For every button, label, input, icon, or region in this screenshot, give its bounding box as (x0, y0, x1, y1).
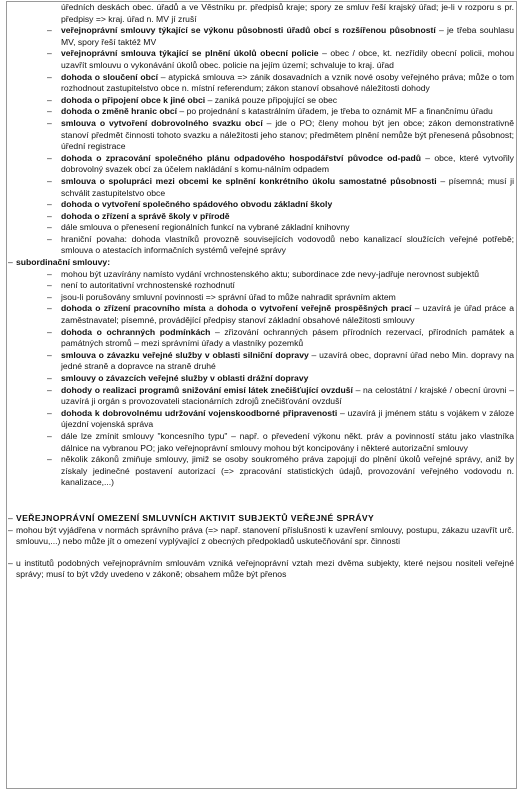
list-item (8, 211, 514, 223)
bullet-dash: – (47, 152, 52, 163)
item-term: dohody o realizaci programů snižování emisí látek znečišťující ovzduší (61, 384, 353, 395)
list-item (8, 48, 514, 71)
item-text: – zřizování ochranných pásem přírodních rezervací, přírodních památek a památných stromů – mezi správními úřady a vlastníky pozemků (61, 326, 514, 349)
item-term: smlouvy o závazcích veřejné služby v oblasti drážní dopravy (61, 373, 309, 383)
item-text: – obce, které vytvořily dobrovolný svazek obcí za účelem nakládání s komu-nálním odpadem (61, 152, 514, 175)
bullet-dash: – (47, 25, 52, 36)
bullet-dash: – (47, 71, 52, 82)
bullet-dash: – (47, 291, 52, 302)
list-item (8, 454, 514, 489)
bullet-dash: – (47, 210, 52, 221)
bullet-dash: – (47, 326, 52, 337)
section-item (8, 525, 514, 548)
list-item (8, 106, 514, 118)
item-term: smlouva o vytvoření dobrovolného svazku obcí (61, 117, 263, 128)
list-item (8, 234, 514, 257)
bullet-dash: – (47, 117, 52, 128)
item-text: mohou být uzavírány namísto vydání vrchnostenského aktu; subordinace zde nevy-jadřuje nerovnost subjektů (61, 268, 479, 279)
bullet-dash: – (47, 233, 52, 244)
list-item (8, 222, 514, 234)
item-text: hraniční povaha: dohoda vlastníků provozně souvisejících vodovodů nebo kanalizací sloužících veřejné potřebě; smlouva o atestacích informačních systémů veřejné správy (61, 233, 514, 256)
item-text: není to autoritativní vrchnostenské rozhodnutí (61, 280, 235, 291)
bullet-dash: – (47, 280, 52, 291)
bullet-dash: – (47, 175, 52, 186)
list-item (8, 431, 514, 454)
subordination-heading-item (8, 257, 514, 269)
item-text: – uzavírá obec, dopravní úřad nebo Min. dopravy na jedné straně a dopravce na straně druhé (61, 349, 514, 372)
continuation-text: úředních deskách obec. úřadů a ve Věstníku pr. předpisů kraje; spory ze smluv řeší krajský úřad; je-li v rozporu s pr. předpisy => kraj. úřad n. MV jí zruší (61, 2, 514, 24)
bullet-dash: – (47, 407, 52, 418)
item-text: – je třeba souhlasu MV, spory řeší taktéž MV (61, 25, 514, 47)
item-term: dohoda o zpracování společného plánu odpadového hospodářství původce od-padů (61, 152, 422, 163)
bullet-dash: – (47, 106, 52, 117)
list-item (8, 72, 514, 95)
item-text: dále lze zmínit smlouvy "koncesního typu" – např. o převedení výkonu někt. práv a povinností státu jako vlastníka dálnice na vybranou PO; jako veřejnoprávní smlouvy mohou být koncipovány i některé autorizační smlouvy (61, 430, 514, 453)
list-item (8, 327, 514, 350)
item-term: dohoda o vytvoření společného spádového obvodu základní školy (61, 199, 333, 210)
bullet-dash: – (47, 384, 52, 395)
item-text: několik zákonů zmiňuje smlouvy, jimiž se osoby soukromého práva zapojují do plnění úkolů veřejné správy, aniž by získaly jedinečné postavení autorizací (=> zpracování statistických údajů, provozování veřejného vodovodu n. kanalizace,...) (61, 454, 514, 488)
item-text: – zaniká pouze připojující se obec (205, 94, 338, 105)
public-contract-list (8, 25, 514, 257)
section-heading-item (8, 513, 514, 525)
bullet-dash: – (47, 94, 52, 105)
bullet-dash: – (8, 524, 13, 535)
item-text: – po projednání s katastrálním úřadem, je třeba to oznámit MF a finančnímu úřadu (177, 106, 493, 117)
list-item (8, 25, 514, 48)
bullet-dash: – (47, 430, 52, 441)
list-item (8, 199, 514, 211)
top-continuation (8, 2, 514, 25)
item-text: – obec / obce, kt. nezřídily obecní policii, mohou uzavřít smlouvu o vykonávání úkolů obec. policie na jejím území; schvaluje to kraj. úřad (61, 48, 514, 70)
section-item (8, 558, 514, 581)
list-item (8, 153, 514, 176)
item-term: smlouva o spolupráci mezi obcemi ke splnění konkrétního úkolu samostatné působnosti (61, 175, 437, 186)
section-heading: VEŘEJNOPRÁVNÍ OMEZENÍ SMLUVNÍCH AKTIVIT SUBJEKTŮ VEŘEJNÉ SPRÁVY (16, 512, 375, 523)
list-item (8, 280, 514, 292)
section-item-text: mohou být vyjádřena v normách správního práva (=> např. stanovení příslušnosti k uzavření smlouvy, postupu, zákazu uzavřít urč. smlouvu,...) nebo může jít o omezení vyplývající z obecných předpokladů uskutečňování spr. činnosti (16, 524, 514, 547)
item-text: dále smlouva o přenesení regionálních funkcí na vybrané základní knihovny (61, 222, 350, 233)
bullet-dash: – (47, 349, 52, 360)
list-item (8, 373, 514, 385)
section-item-text: u institutů podobných veřejnoprávním smlouvám vzniká veřejnoprávní vztah mezi dvěma subjekty, které nejsou nositeli veřejné správy; musí to být vždy uvedeno v zákoně; obsahem může být přenos (16, 557, 514, 580)
list-item (8, 269, 514, 281)
item-text: – jde o PO; členy mohou být jen obce; zákon demonstrativně stanoví předmět činnosti tohoto svazku a náležitosti jeho stanov; předmětem plnění nemůže být přenesená působnost; úřední registrace (61, 117, 514, 152)
item-text: – uzavírá je úřad práce a zaměstnavatel; písemné, provádějící předpisy stanoví základní obsahové náležitosti smlouvy (61, 303, 514, 326)
bullet-dash: – (47, 373, 52, 383)
item-text: – atypická smlouva => zánik dosavadních a vznik nové osoby veřejného práva; může o tom rozhodnout zastupitelstvo obce n. místní referendum; zákon stanoví obsahové náležitosti dohody (61, 71, 514, 94)
item-term: dohoda o zřízení pracovního místa (61, 303, 206, 314)
item-term: dohoda o zřízení a správě školy v přírodě (61, 210, 230, 221)
item-term: dohoda o připojení obce k jiné obci (61, 94, 206, 105)
subordination-contract-list (8, 269, 514, 489)
bullet-dash: – (47, 199, 52, 210)
subordination-heading: subordinační smlouvy: (16, 257, 111, 268)
item-text: – uzavírá ji jménem státu s vojákem v záloze újezdní vojenská správa (61, 407, 515, 430)
list-item (8, 350, 514, 373)
bullet-dash: – (47, 303, 52, 314)
list-item (8, 292, 514, 304)
bullet-dash: – (8, 557, 13, 568)
list-item (8, 408, 514, 431)
item-connector: a (205, 303, 217, 314)
document-body (8, 2, 514, 581)
bullet-dash: – (8, 512, 13, 523)
bullet-dash: – (47, 222, 52, 233)
bullet-dash: – (47, 48, 52, 59)
list-item (8, 95, 514, 107)
item-term-secondary: dohoda o vytvoření veřejně prospěšných prací (216, 303, 412, 314)
list-item (8, 303, 514, 326)
bullet-dash: – (8, 257, 13, 268)
item-term: veřejnoprávní smlouva týkající se plnění úkolů obecní policie (61, 48, 319, 59)
bullet-dash: – (47, 268, 52, 279)
item-term: dohoda o ochranných podmínkách (61, 326, 211, 337)
list-item (8, 385, 514, 408)
list-item (8, 118, 514, 153)
item-term: veřejnoprávní smlouvy týkající se výkonu působnosti úřadů obcí s rozšířenou působností (61, 25, 436, 36)
item-term: dohoda k dobrovolnému udržování vojenskoodborné připravenosti (61, 407, 338, 418)
item-term: smlouva o závazku veřejné služby v oblasti silniční dopravy (61, 349, 309, 360)
item-text: – písemná; musí ji schválit zastupitelstvo obce (61, 175, 514, 198)
item-text: – na celostátní / krajské / obecní úrovni – uzavírá ji orgán s provozovateli stacionárních zdrojů znečišťování ovzduší (61, 384, 514, 407)
item-term: dohoda o sloučení obcí (61, 71, 159, 82)
list-item (8, 176, 514, 199)
bullet-dash: – (47, 454, 52, 465)
item-text: jsou-li porušovány smluvní povinnosti => správní úřad to může nahradit správním aktem (61, 291, 396, 302)
item-term: dohoda o změně hranic obcí (61, 106, 178, 117)
